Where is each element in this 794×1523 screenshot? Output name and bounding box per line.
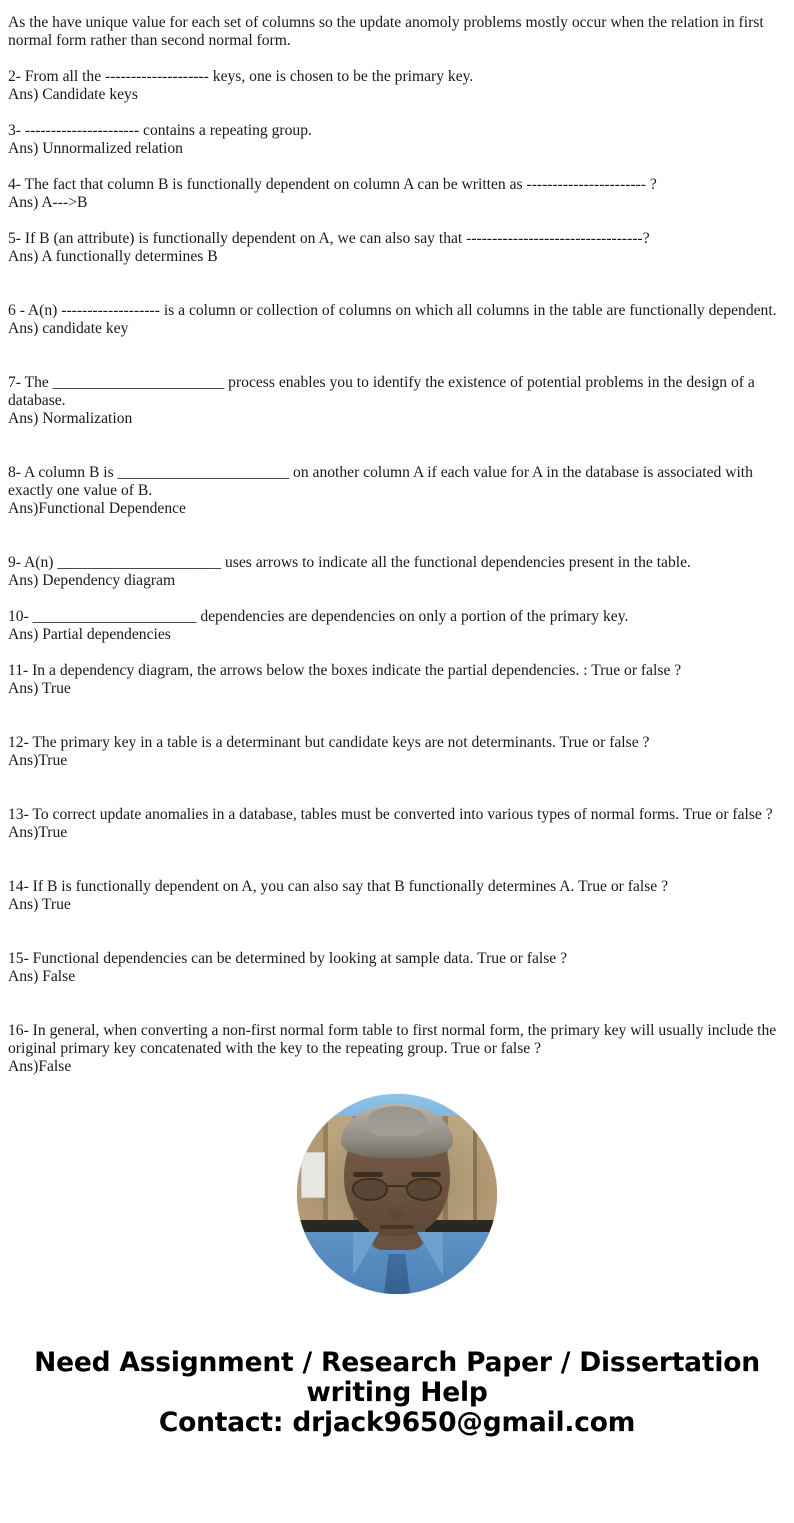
photo-collar-right bbox=[417, 1232, 443, 1276]
qa-item-16 bbox=[8, 1022, 786, 1076]
question-text: 5- If B (an attribute) is functionally dependent on A, we can also say that ----------------------------------? bbox=[8, 230, 650, 247]
question-text: 16- In general, when converting a non-first normal form table to first normal form, the primary key will usually include the original primary key concatenated with the key to the repeating group. True or false ? bbox=[8, 1022, 781, 1057]
promo-contact: Contact: drjack9650@gmail.com bbox=[158, 1407, 636, 1438]
spacer bbox=[8, 158, 786, 176]
question-text: 15- Functional dependencies can be determined by looking at sample data. True or false ? bbox=[8, 950, 568, 967]
photo-container bbox=[0, 1076, 794, 1312]
answer-text: Ans) False bbox=[8, 968, 76, 985]
spacer bbox=[8, 50, 786, 68]
photo-lens-left bbox=[352, 1178, 388, 1201]
spacer bbox=[8, 698, 786, 734]
photo-lens-right bbox=[406, 1178, 442, 1201]
qa-item-2 bbox=[8, 68, 786, 104]
answer-text: Ans) A functionally determines B bbox=[8, 248, 218, 265]
question-text: 3- ---------------------- contains a repeating group. bbox=[8, 122, 312, 139]
qa-item-10 bbox=[8, 608, 786, 644]
question-text: 2- From all the -------------------- keys, one is chosen to be the primary key. bbox=[8, 68, 474, 85]
question-text: 4- The fact that column B is functionally dependent on column A can be written as ----------------------- ? bbox=[8, 176, 657, 193]
qa-item-4 bbox=[8, 176, 786, 212]
question-text: 14- If B is functionally dependent on A, you can also say that B functionally determines A. True or false ? bbox=[8, 878, 668, 895]
qa-item-12 bbox=[8, 734, 786, 770]
promo-line-2: writing Help bbox=[306, 1377, 488, 1408]
qa-item-3 bbox=[8, 122, 786, 158]
question-text: 11- In a dependency diagram, the arrows below the boxes indicate the partial dependencies. : True or false ? bbox=[8, 662, 682, 679]
answer-text: Ans) Candidate keys bbox=[8, 86, 138, 103]
spacer bbox=[8, 842, 786, 878]
question-text: 9- A(n) _____________________ uses arrows to indicate all the functional dependencies present in the table. bbox=[8, 554, 691, 571]
answer-text: Ans) candidate key bbox=[8, 320, 129, 337]
qa-item-13 bbox=[8, 806, 786, 842]
question-text: 12- The primary key in a table is a determinant but candidate keys are not determinants. True or false ? bbox=[8, 734, 650, 751]
spacer bbox=[8, 590, 786, 608]
spacer bbox=[8, 644, 786, 662]
question-text: 6 - A(n) ------------------- is a column or collection of columns on which all columns in the table are functionally dependent. bbox=[8, 302, 777, 319]
spacer bbox=[8, 104, 786, 122]
qa-item-9 bbox=[8, 554, 786, 590]
photo-collar-left bbox=[353, 1232, 379, 1276]
qa-item-5 bbox=[8, 230, 786, 266]
spacer bbox=[8, 518, 786, 554]
answer-text: Ans) A--->B bbox=[8, 194, 88, 211]
answer-text: Ans) Partial dependencies bbox=[8, 626, 171, 643]
answer-text: Ans) True bbox=[8, 680, 71, 697]
qa-item-7 bbox=[8, 374, 786, 428]
answer-text: Ans)False bbox=[8, 1058, 72, 1075]
answer-text: Ans)Functional Dependence bbox=[8, 500, 186, 517]
promo-block bbox=[0, 1348, 794, 1438]
answer-text: Ans)True bbox=[8, 824, 68, 841]
spacer bbox=[8, 212, 786, 230]
question-text: 7- The ______________________ process enables you to identify the existence of potential problems in the design of a database. bbox=[8, 374, 759, 409]
spacer bbox=[8, 914, 786, 950]
answer-text: Ans) True bbox=[8, 896, 71, 913]
question-text: 8- A column B is ______________________ on another column A if each value for A in the database is associated with exactly one value of B. bbox=[8, 464, 757, 499]
spacer bbox=[8, 266, 786, 302]
photo-background-wall-plate bbox=[301, 1152, 325, 1198]
answer-text: Ans) Normalization bbox=[8, 410, 133, 427]
spacer bbox=[8, 770, 786, 806]
qa-item-14 bbox=[8, 878, 786, 914]
photo-hair-highlight bbox=[367, 1106, 427, 1136]
intro-paragraph bbox=[8, 14, 786, 50]
spacer bbox=[8, 338, 786, 374]
qa-item-15 bbox=[8, 950, 786, 986]
answer-text: Ans) Dependency diagram bbox=[8, 572, 176, 589]
qa-item-8 bbox=[8, 464, 786, 518]
answer-text: Ans)True bbox=[8, 752, 68, 769]
qa-item-6 bbox=[8, 302, 786, 338]
question-text: 13- To correct update anomalies in a database, tables must be converted into various types of normal forms. True or false ? bbox=[8, 806, 773, 823]
question-text: 10- _____________________ dependencies are dependencies on only a portion of the primary key. bbox=[8, 608, 629, 625]
photo-nose bbox=[389, 1198, 405, 1220]
spacer bbox=[8, 986, 786, 1022]
qa-item-11 bbox=[8, 662, 786, 698]
photo-glasses-bridge bbox=[388, 1185, 406, 1187]
promo-line-1: Need Assignment / Research Paper / Dissertation bbox=[34, 1347, 760, 1378]
photo-eyebrow-left bbox=[353, 1172, 383, 1177]
avatar bbox=[297, 1094, 497, 1294]
intro-text: As the have unique value for each set of columns so the update anomoly problems mostly occur when the relation in first normal form rather than second normal form. bbox=[8, 14, 768, 49]
photo-mouth bbox=[380, 1225, 414, 1229]
photo-eyebrow-right bbox=[411, 1172, 441, 1177]
answer-text: Ans) Unnormalized relation bbox=[8, 140, 183, 157]
spacer bbox=[8, 428, 786, 464]
